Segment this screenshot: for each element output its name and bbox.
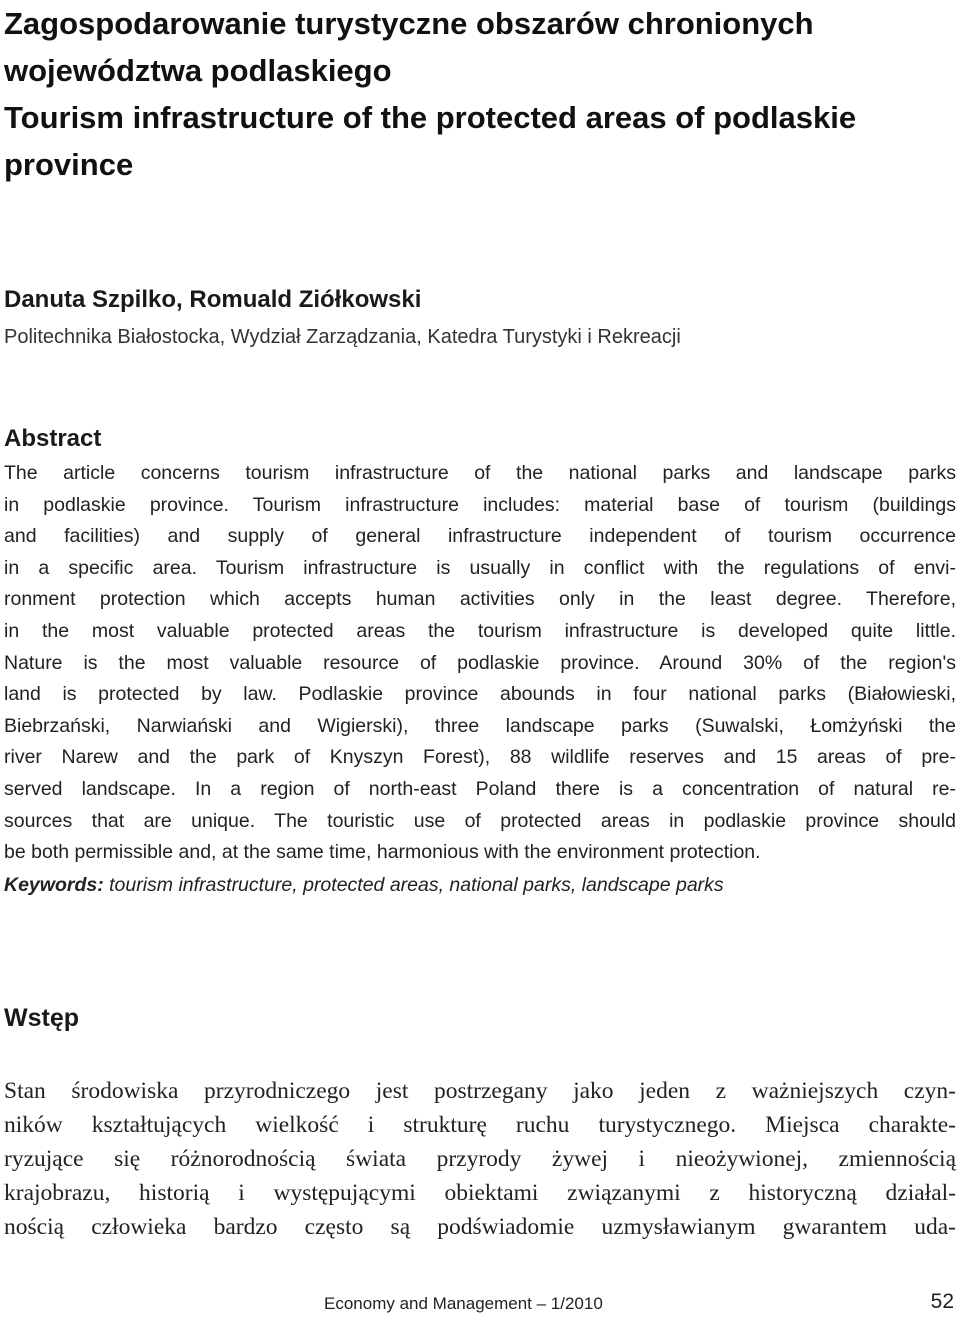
title-line-pl-1: Zagospodarowanie turystyczne obszarów chronionych — [4, 6, 814, 41]
keywords-text: tourism infrastructure, protected areas, national parks, landscape parks — [103, 874, 724, 896]
footer-journal: Economy and Management – 1/2010 — [324, 1294, 603, 1313]
abstract-line: Nature is the most valuable resource of podlaskie province. Around 30% of the region's — [4, 651, 956, 674]
abstract-line: in the most valuable protected areas the tourism infrastructure is developed quite little. — [4, 619, 956, 642]
title-line-pl-2: województwa podlaskiego — [4, 53, 392, 88]
affiliation: Politechnika Białostocka, Wydział Zarządzania, Katedra Turystyki i Rekreacji — [4, 326, 681, 348]
keywords-label: Keywords: — [4, 874, 104, 896]
page-footer — [0, 1286, 960, 1320]
abstract-line: be both permissible and, at the same time, harmonious with the environment protection. — [4, 841, 761, 864]
intro-line: nością człowieka bardzo często są podświadomie uzmysławianym gwarantem uda- — [4, 1214, 956, 1240]
abstract-body — [4, 458, 956, 869]
intro-body — [4, 1074, 956, 1244]
abstract-line: ronment protection which accepts human activities only in the least degree. Therefore, — [4, 588, 956, 611]
abstract-line: in a specific area. Tourism infrastructure is usually in conflict with the regulations of envi- — [4, 556, 956, 579]
intro-line: Stan środowiska przyrodniczego jest postrzegany jako jeden z ważniejszych czyn- — [4, 1078, 956, 1104]
section-heading-intro: Wstęp — [4, 1004, 79, 1032]
abstract-heading: Abstract — [4, 425, 102, 452]
page-number: 52 — [930, 1290, 954, 1313]
abstract-line: in podlaskie province. Tourism infrastructure includes: material base of tourism (buildings — [4, 493, 956, 516]
intro-line: ryzujące się różnorodnością świata przyrody żywej i nieożywionej, zmiennością — [4, 1146, 956, 1172]
abstract-line: river Narew and the park of Knyszyn Forest), 88 wildlife reserves and 15 areas of pre- — [4, 746, 956, 769]
keywords — [4, 870, 724, 901]
abstract-line: Biebrzański, Narwiański and Wigierski), three landscape parks (Suwalski, Łomżyński the — [4, 714, 956, 737]
abstract-line: land is protected by law. Podlaskie province abounds in four national parks (Białowieski, — [4, 683, 956, 706]
title-line-en-1: Tourism infrastructure of the protected areas of podlaskie — [4, 100, 857, 135]
authors: Danuta Szpilko, Romuald Ziółkowski — [4, 286, 422, 313]
title-line-en-2: province — [4, 147, 134, 182]
abstract-line: served landscape. In a region of north-east Poland there is a concentration of natural re- — [4, 777, 956, 800]
intro-line: krajobrazu, historią i występującymi obiektami związanymi z historyczną działal- — [4, 1180, 956, 1206]
article-title — [4, 0, 954, 188]
intro-line: ników kształtujących wielkość i strukturę ruchu turystycznego. Miejsca charakte- — [4, 1112, 956, 1138]
abstract-line: and facilities) and supply of general infrastructure independent of tourism occurrence — [4, 525, 956, 548]
abstract-line: The article concerns tourism infrastructure of the national parks and landscape parks — [4, 462, 956, 484]
abstract-line: sources that are unique. The touristic use of protected areas in podlaskie province should — [4, 809, 956, 832]
